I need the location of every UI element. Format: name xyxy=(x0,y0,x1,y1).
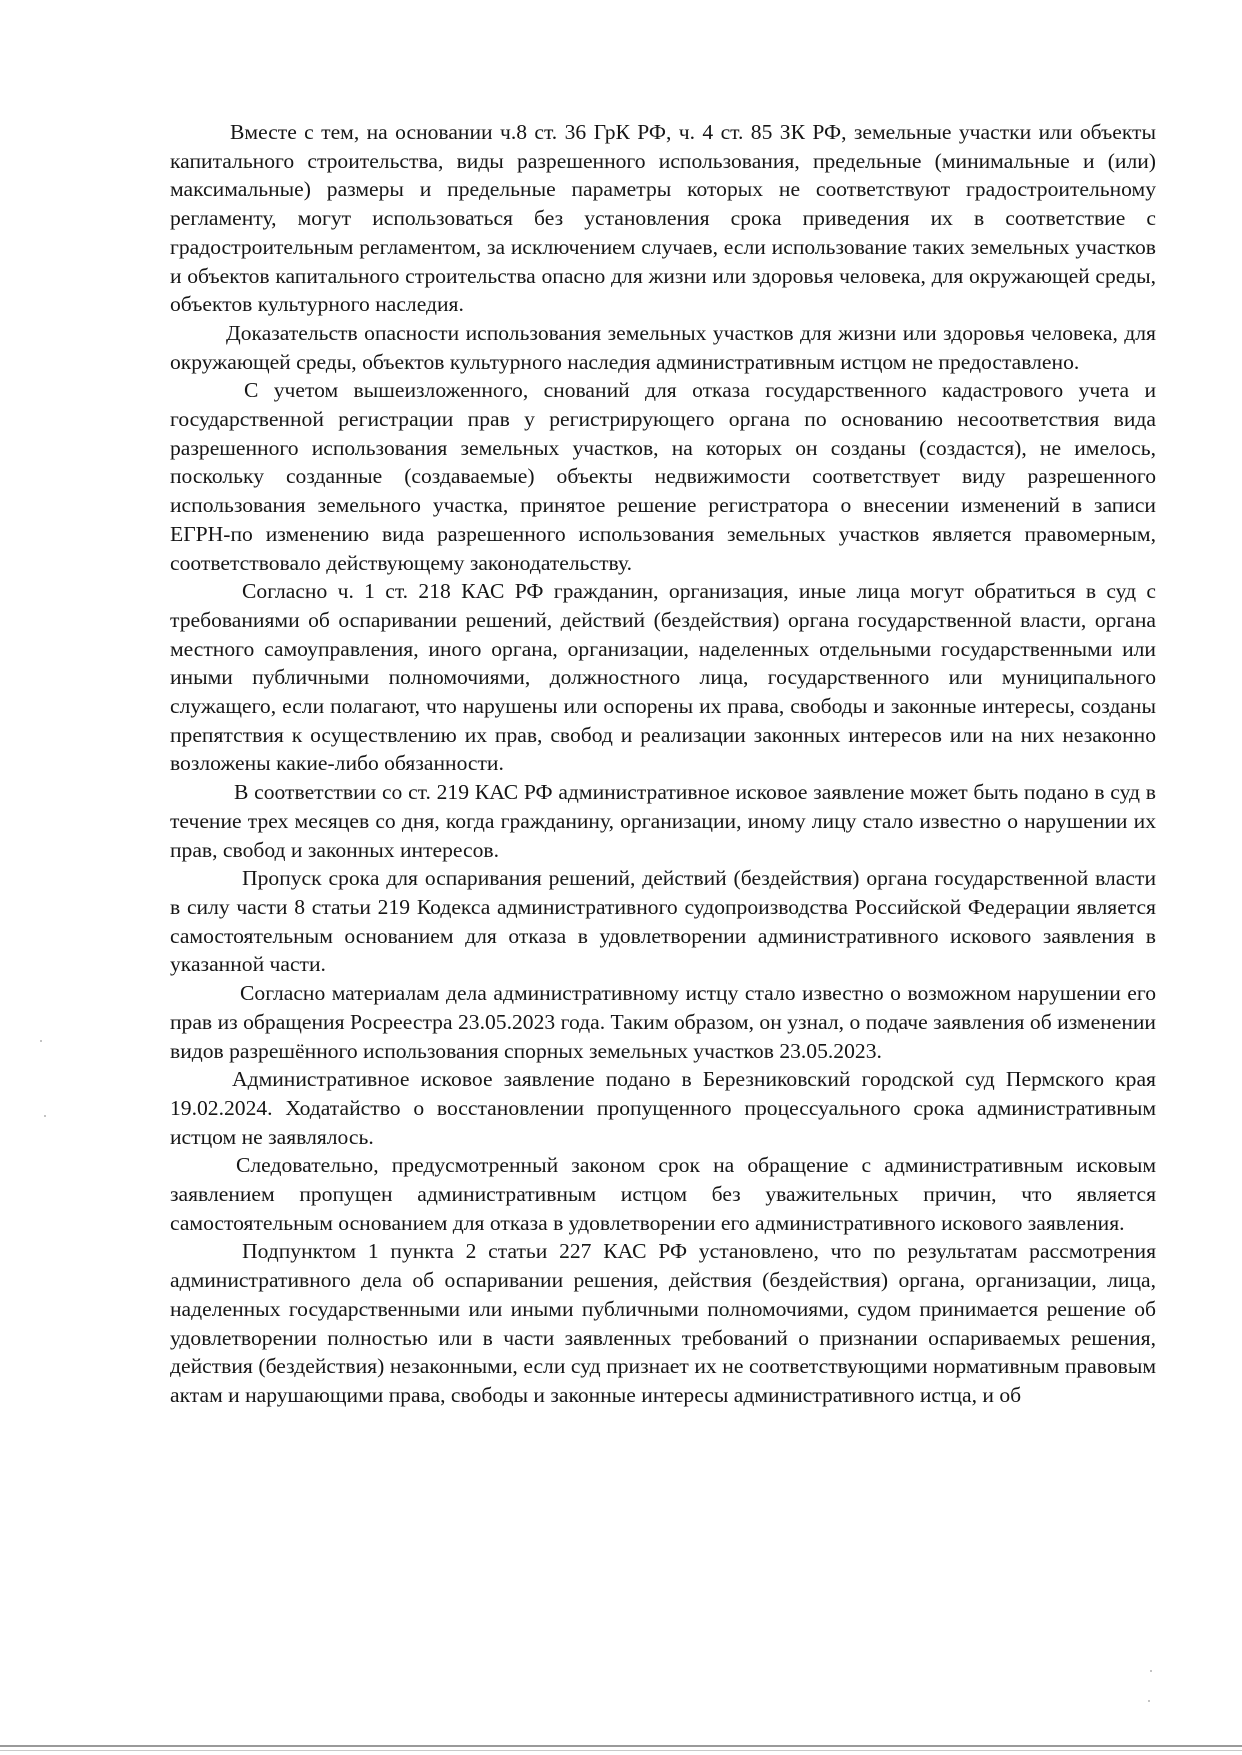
scan-speck xyxy=(40,1040,42,1042)
paragraph-9: Следовательно, предусмотренный законом срок на обращение с административным исковым заявлением пропущен административным истцом без уважительных причин, что является самостоятельным основанием для отказа в удовлетворении его административного искового заявления. xyxy=(170,1153,1156,1235)
paragraph-4: Согласно ч. 1 ст. 218 КАС РФ гражданин, организация, иные лица могут обратиться в суд с требованиями об оспаривании решений, действий (бездействия) органа государственной власти, органа местного самоуправления, иного органа, организации, наделенных отдельными государственными или иными публичными полномочиями, должностного лица, государственного или муниципального служащего, если полагают, что нарушены или оспорены их права, свободы и законные интересы, созданы препятствия к осуществлению их прав, свобод и реализации законных интересов или на них незаконно возложены какие-либо обязанности. xyxy=(170,579,1156,776)
scan-speck xyxy=(1148,1700,1150,1702)
scan-bottom-edge-secondary xyxy=(0,1750,1242,1751)
paragraph-8: Административное исковое заявление подано в Березниковский городской суд Пермского края 19.02.2024. Ходатайство о восстановлении пропущенного процессуального срока административным истцом не заявлялось. xyxy=(170,1067,1156,1149)
paragraph-7: Согласно материалам дела административному истцу стало известно о возможном нарушении его прав из обращения Росреестра 23.05.2023 года. Таким образом, он узнал, о подаче заявления об изменении видов разрешённого использования спорных земельных участков 23.05.2023. xyxy=(170,981,1156,1063)
paragraph-2: Доказательств опасности использования земельных участков для жизни или здоровья человека, для окружающей среды, объектов культурного наследия административным истцом не предоставлено. xyxy=(170,320,1156,374)
paragraph-1: Вместе с тем, на основании ч.8 ст. 36 ГрК РФ, ч. 4 ст. 85 ЗК РФ, земельные участки или объекты капитального строительства, виды разрешенного использования, предельные (минимальные и (или) максимальные) размеры и предельные параметры которых не соответствуют градостроительному регламенту, могут использоваться без установления срока приведения их в соответствие с градостроительным регламентом, за исключением случаев, если использование таких земельных участков и объектов капитального строительства опасно для жизни или здоровья человека, для окружающей среды, объектов культурного наследия. xyxy=(170,120,1156,317)
scan-speck xyxy=(44,1115,46,1117)
paragraph-3: С учетом вышеизложенного, снований для отказа государственного кадастрового учета и государственной регистрации прав у регистрирующего органа по основанию несоответствия вида разрешенного использования земельных участков, на которых он созданы (создастся), не имелось, поскольку созданные (создаваемые) объекты недвижимости соответствует виду разрешенного использования земельного участка, принятое решение регистратора о внесении изменений в записи ЕГРН-по изменению вида разрешенного использования земельных участков является правомерным, соответствовало действующему законодательству. xyxy=(170,378,1156,575)
paragraph-6: Пропуск срока для оспаривания решений, действий (бездействия) органа государственной власти в силу части 8 статьи 219 Кодекса административного судопроизводства Российской Федерации является самостоятельным основанием для отказа в удовлетворении административного искового заявления в указанной части. xyxy=(170,866,1156,977)
document-body xyxy=(170,118,1156,1410)
scan-speck xyxy=(1150,1670,1152,1672)
paragraph-10: Подпунктом 1 пункта 2 статьи 227 КАС РФ установлено, что по результатам рассмотрения административного дела об оспаривании решения, действия (бездействия) органа, организации, лица, наделенных государственными или иными публичными полномочиями, судом принимается решение об удовлетворении полностью или в части заявленных требований о признании оспариваемых решения, действия (бездействия) незаконными, если суд признает их не соответствующими нормативным правовым актам и нарушающими права, свободы и законные интересы административного истца, и об xyxy=(170,1239,1156,1407)
scan-bottom-edge xyxy=(0,1745,1242,1747)
paragraph-5: В соответствии со ст. 219 КАС РФ административное исковое заявление может быть подано в суд в течение трех месяцев со дня, когда гражданину, организации, иному лицу стало известно о нарушении их прав, свобод и законных интересов. xyxy=(170,780,1156,862)
